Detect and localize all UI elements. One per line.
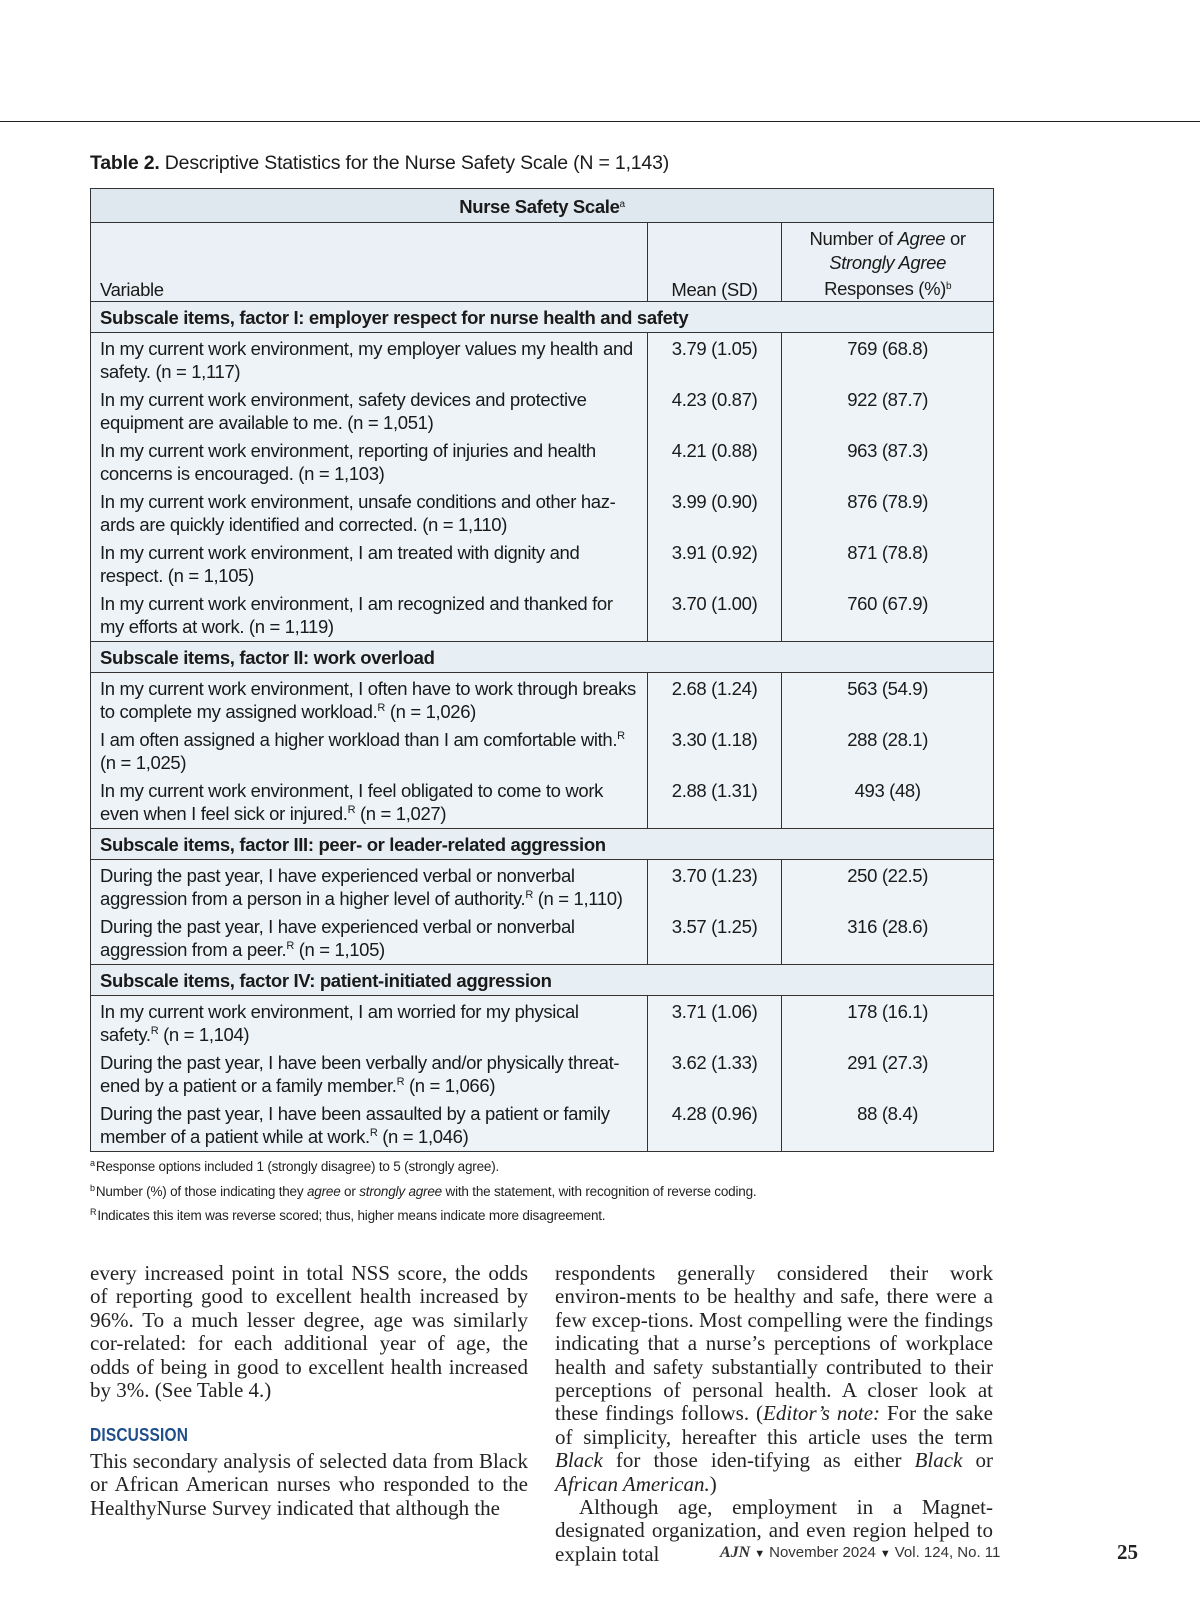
subscale-title: Subscale items, factor IV: patient-initiated aggression bbox=[91, 965, 994, 996]
body-column-right bbox=[555, 1262, 993, 1566]
subscale-row bbox=[91, 829, 994, 860]
table-row bbox=[91, 996, 994, 1048]
item-agree: 316 (28.6) bbox=[782, 911, 994, 965]
reverse-scored-mark: R bbox=[347, 804, 356, 816]
item-mean: 3.62 (1.33) bbox=[647, 1047, 781, 1098]
scale-title: Nurse Safety Scale$^a$ bbox=[91, 189, 994, 223]
column-header-agree: Number of Agree or Strongly Agree Responses (%)$^b$ bbox=[782, 223, 994, 302]
item-mean: 3.30 (1.18) bbox=[647, 724, 781, 775]
item-text: In my current work environment, I am recognized and thanked for my efforts at work. (n = 1,119) bbox=[91, 588, 648, 642]
reverse-scored-mark: R bbox=[617, 730, 625, 742]
item-text: In my current work environment, unsafe conditions and other haz-ards are quickly identified and corrected. (n = 1,110) bbox=[91, 486, 648, 537]
item-text: In my current work environment, I feel obligated to come to work even when I feel sick or injured.$^R$ (n = 1,027) bbox=[91, 775, 648, 829]
footnote-a: $^a$Response options included 1 (strongly disagree) to 5 (strongly agree). bbox=[90, 1158, 500, 1174]
item-agree: 563 (54.9) bbox=[782, 673, 994, 725]
table-number: Table 2. bbox=[90, 152, 160, 174]
item-mean: 3.57 (1.25) bbox=[647, 911, 781, 965]
item-mean: 2.88 (1.31) bbox=[647, 775, 781, 829]
footnote-r: $^R$Indicates this item was reverse scored; thus, higher means indicate more disagreement. bbox=[90, 1207, 606, 1223]
table-row bbox=[91, 333, 994, 385]
reverse-scored-mark: R bbox=[286, 940, 294, 952]
item-text: During the past year, I have experienced verbal or nonverbal aggression from a peer.$^R$ (n = 1,105) bbox=[91, 911, 648, 965]
item-agree: 876 (78.9) bbox=[782, 486, 994, 537]
table-row bbox=[91, 911, 994, 965]
subscale-title: Subscale items, factor I: employer respect for nurse health and safety bbox=[91, 302, 994, 333]
table-footnotes bbox=[90, 1153, 756, 1227]
item-agree: 963 (87.3) bbox=[782, 435, 994, 486]
table-row bbox=[91, 1047, 994, 1098]
item-mean: 2.68 (1.24) bbox=[647, 673, 781, 725]
table-caption bbox=[90, 152, 669, 175]
table-row bbox=[91, 537, 994, 588]
reverse-scored-mark: R bbox=[377, 702, 386, 714]
item-agree: 88 (8.4) bbox=[782, 1098, 994, 1152]
subscale-row bbox=[91, 965, 994, 996]
body-paragraph: This secondary analysis of selected data from Black or African American nurses who responded to the HealthyNurse Survey indicated that although the bbox=[90, 1448, 528, 1520]
body-paragraph: respondents generally considered their work environ-ments to be healthy and safe, there were a few excep-tions. Most compelling were the findings indicating that a nurse’s perceptions of workplace health and safety substantially contributed to their perceptions of personal health. A closer look at these findings follows. (Editor’s note: For the sake of simplicity, hereafter this article uses the term Black for those iden-tifying as either Black or African American.) bbox=[555, 1261, 993, 1496]
reverse-scored-mark: R bbox=[396, 1076, 405, 1088]
table-row bbox=[91, 1098, 994, 1152]
reverse-scored-mark: R bbox=[525, 889, 533, 901]
item-agree: 871 (78.8) bbox=[782, 537, 994, 588]
table-body bbox=[91, 302, 994, 1152]
item-mean: 3.79 (1.05) bbox=[647, 333, 781, 385]
table-row bbox=[91, 486, 994, 537]
journal-name: AJN bbox=[720, 1544, 751, 1561]
body-paragraph: Although age, employment in a Magnet-designated organization, and even region helped to explain total bbox=[555, 1495, 993, 1566]
item-mean: 3.70 (1.23) bbox=[647, 860, 781, 912]
body-paragraph: every increased point in total NSS score, the odds of reporting good to excellent health increased by 96%. To a much lesser degree, age was similarly cor-related: for each additional year of age, the odds of being in good to excellent health increased by 3%. (See Table 4.) bbox=[90, 1261, 528, 1403]
table-row bbox=[91, 588, 994, 642]
subscale-title: Subscale items, factor II: work overload bbox=[91, 642, 994, 673]
body-column-left bbox=[90, 1262, 528, 1520]
subscale-row bbox=[91, 302, 994, 333]
item-text: In my current work environment, reporting of injuries and health concerns is encouraged. (n = 1,103) bbox=[91, 435, 648, 486]
item-text: In my current work environment, I am treated with dignity and respect. (n = 1,105) bbox=[91, 537, 648, 588]
item-mean: 3.91 (0.92) bbox=[647, 537, 781, 588]
header-rule bbox=[0, 121, 1200, 122]
item-text: During the past year, I have experienced verbal or nonverbal aggression from a person in a higher level of authority.$^R$ (n = 1,110) bbox=[91, 860, 648, 912]
table-row bbox=[91, 860, 994, 912]
item-agree: 291 (27.3) bbox=[782, 1047, 994, 1098]
reverse-scored-mark: R bbox=[369, 1127, 378, 1139]
item-agree: 493 (48) bbox=[782, 775, 994, 829]
item-text: During the past year, I have been verbally and/or physically threat-ened by a patient or a family member.$^R$ (n = 1,066) bbox=[91, 1047, 648, 1098]
item-text: In my current work environment, I often have to work through breaks to complete my assigned workload.$^R$ (n = 1,026) bbox=[91, 673, 648, 725]
column-header-variable: Variable bbox=[91, 223, 648, 302]
table-row bbox=[91, 673, 994, 725]
table-row bbox=[91, 384, 994, 435]
item-agree: 178 (16.1) bbox=[782, 996, 994, 1048]
item-agree: 760 (67.9) bbox=[782, 588, 994, 642]
issue-date: November 2024 bbox=[769, 1544, 876, 1561]
item-text: During the past year, I have been assaulted by a patient or family member of a patient while at work.$^R$ (n = 1,046) bbox=[91, 1098, 648, 1152]
table-title: Descriptive Statistics for the Nurse Safety Scale (N = 1,143) bbox=[164, 152, 670, 174]
subscale-title: Subscale items, factor III: peer- or leader-related aggression bbox=[91, 829, 994, 860]
item-agree: 922 (87.7) bbox=[782, 384, 994, 435]
table-row bbox=[91, 775, 994, 829]
item-text: In my current work environment, safety devices and protective equipment are available to me. (n = 1,051) bbox=[91, 384, 648, 435]
reverse-scored-mark: R bbox=[150, 1025, 159, 1037]
footnote-b: $^b$Number (%) of those indicating they agree or strongly agree with the statement, with recognition of reverse coding. bbox=[90, 1182, 757, 1199]
table-row bbox=[91, 724, 994, 775]
section-heading-discussion: DISCUSSION bbox=[90, 1425, 189, 1446]
nurse-safety-table bbox=[90, 188, 994, 1152]
page-number: 25 bbox=[1117, 1540, 1138, 1564]
item-mean: 4.28 (0.96) bbox=[647, 1098, 781, 1152]
table-row bbox=[91, 435, 994, 486]
volume-issue: Vol. 124, No. 11 bbox=[894, 1544, 1001, 1561]
item-mean: 3.70 (1.00) bbox=[647, 588, 781, 642]
item-text: In my current work environment, my employer values my health and safety. (n = 1,117) bbox=[91, 333, 648, 385]
item-mean: 4.23 (0.87) bbox=[647, 384, 781, 435]
item-mean: 4.21 (0.88) bbox=[647, 435, 781, 486]
item-agree: 250 (22.5) bbox=[782, 860, 994, 912]
subscale-row bbox=[91, 642, 994, 673]
page-footer: AJN ▼ November 2024 ▼ Vol. 124, No. 11 bbox=[720, 1544, 1001, 1561]
item-mean: 3.99 (0.90) bbox=[647, 486, 781, 537]
column-header-mean: Mean (SD) bbox=[647, 223, 781, 302]
item-text: In my current work environment, I am worried for my physical safety.$^R$ (n = 1,104) bbox=[91, 996, 648, 1048]
item-agree: 288 (28.1) bbox=[782, 724, 994, 775]
item-agree: 769 (68.8) bbox=[782, 333, 994, 385]
item-mean: 3.71 (1.06) bbox=[647, 996, 781, 1048]
item-text: I am often assigned a higher workload than I am comfortable with.$^R$ (n = 1,025) bbox=[91, 724, 648, 775]
